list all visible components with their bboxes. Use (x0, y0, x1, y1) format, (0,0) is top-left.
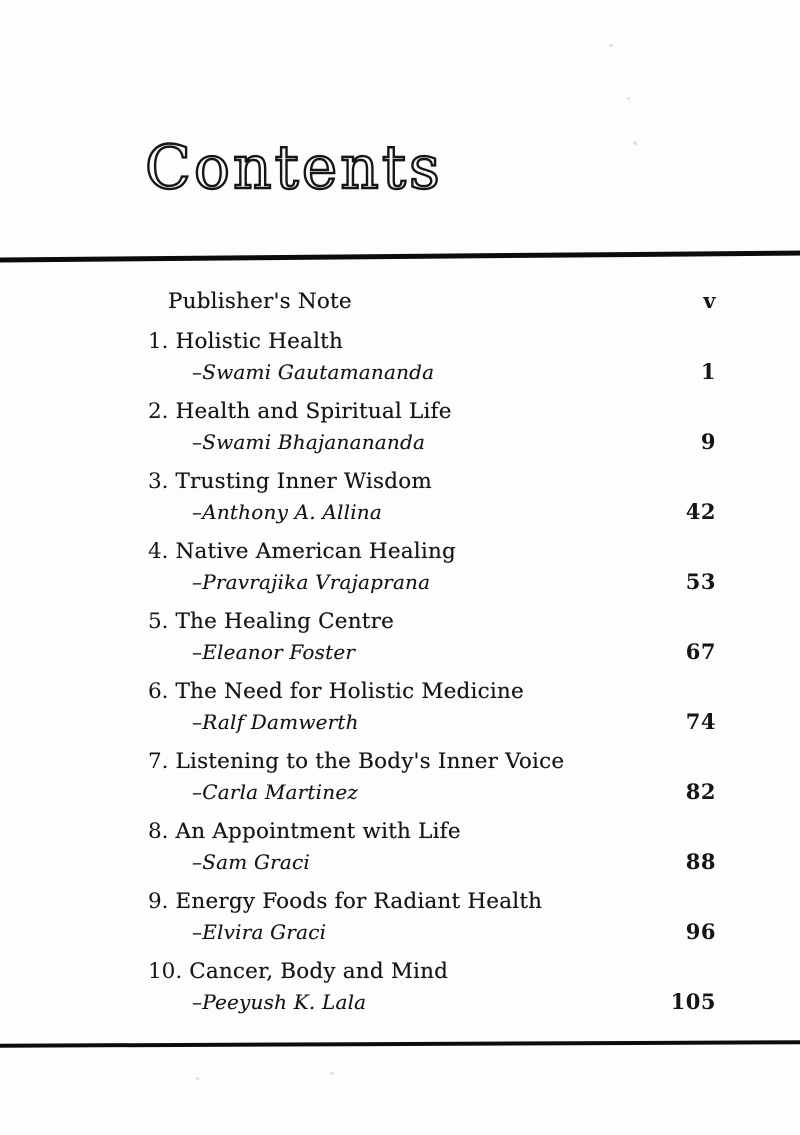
entry-title: Energy Foods for Radiant Health (175, 889, 543, 914)
entry-number: 5. (148, 609, 169, 634)
toc-entry (148, 957, 716, 1017)
entry-title: Listening to the Body's Inner Voice (175, 749, 565, 774)
scan-speck (633, 141, 637, 145)
entry-author: –Elvira Graci (192, 920, 327, 944)
scan-speck (330, 1072, 334, 1075)
entry-author: –Anthony A. Allina (192, 500, 383, 524)
entry-title-row (148, 467, 716, 497)
entry-title: Cancer, Body and Mind (189, 959, 449, 984)
toc-entry (148, 286, 716, 317)
toc-entry (148, 887, 716, 947)
entry-author: –Eleanor Foster (192, 640, 356, 664)
entry-author: –Swami Gautamananda (192, 360, 435, 384)
scan-speck (627, 97, 630, 100)
toc-entry (148, 467, 716, 527)
entry-author-row (148, 357, 716, 387)
toc-entry (148, 607, 716, 667)
entry-page-number: 74 (685, 709, 716, 734)
entry-author: –Pravrajika Vrajaprana (192, 570, 431, 594)
entry-title-row (148, 537, 716, 567)
toc-entry (148, 397, 716, 457)
entry-number: 7. (148, 749, 169, 774)
entry-author: –Sam Graci (192, 850, 311, 874)
entry-number: 1. (148, 329, 169, 354)
entry-author-row (148, 847, 716, 877)
top-rule (0, 250, 800, 262)
entry-title: Publisher's Note (168, 289, 352, 314)
entry-title: Health and Spiritual Life (175, 399, 452, 424)
toc-entry (148, 817, 716, 877)
toc-entry (148, 747, 716, 807)
entry-title-row (148, 397, 716, 427)
entry-author-row (148, 917, 716, 947)
toc-list (148, 286, 716, 1017)
entry-author-row (148, 497, 716, 527)
entry-author-row (148, 567, 716, 597)
entry-title-row (148, 327, 716, 357)
entry-author-row (148, 777, 716, 807)
toc-entry (148, 677, 716, 737)
entry-page-number: v (703, 288, 716, 313)
toc-entry (148, 537, 716, 597)
toc-entry (148, 327, 716, 387)
entry-title-row (148, 957, 716, 987)
entry-author: –Peeyush K. Lala (192, 990, 367, 1014)
entry-page-number: 82 (685, 779, 716, 804)
bottom-rule (0, 1040, 800, 1048)
entry-title-row (148, 286, 716, 317)
entry-author: –Carla Martinez (192, 780, 359, 804)
entry-title: Native American Healing (175, 539, 456, 564)
entry-author-row (148, 707, 716, 737)
entry-title: The Healing Centre (175, 609, 395, 634)
entry-title-row (148, 607, 716, 637)
page-title: Contents (145, 133, 443, 203)
entry-number: 6. (148, 679, 169, 704)
entry-author-row (148, 427, 716, 457)
entry-author: –Ralf Damwerth (192, 710, 359, 734)
scan-speck (609, 44, 613, 47)
entry-page-number: 53 (685, 569, 716, 594)
entry-number: 8. (148, 819, 169, 844)
entry-page-number: 67 (685, 639, 716, 664)
entry-number: 2. (148, 399, 169, 424)
entry-title-row (148, 817, 716, 847)
entry-page-number: 96 (685, 919, 716, 944)
entry-page-number: 105 (670, 989, 716, 1014)
entry-title: Trusting Inner Wisdom (175, 469, 432, 494)
entry-number: 10. (148, 959, 183, 984)
entry-title-row (148, 747, 716, 777)
entry-title: An Appointment with Life (175, 819, 461, 844)
entry-author: –Swami Bhajanananda (192, 430, 426, 454)
entry-title: Holistic Health (175, 329, 344, 354)
entry-number: 3. (148, 469, 169, 494)
entry-title-row (148, 677, 716, 707)
entry-page-number: 1 (700, 359, 716, 384)
entry-title-row (148, 887, 716, 917)
entry-author-row (148, 637, 716, 667)
entry-title: The Need for Holistic Medicine (175, 679, 524, 704)
entry-page-number: 88 (685, 849, 716, 874)
entry-author-row (148, 987, 716, 1017)
scan-speck (196, 1077, 199, 1080)
entry-number: 4. (148, 539, 169, 564)
entry-number: 9. (148, 889, 169, 914)
entry-page-number: 9 (700, 429, 716, 454)
entry-page-number: 42 (685, 499, 716, 524)
